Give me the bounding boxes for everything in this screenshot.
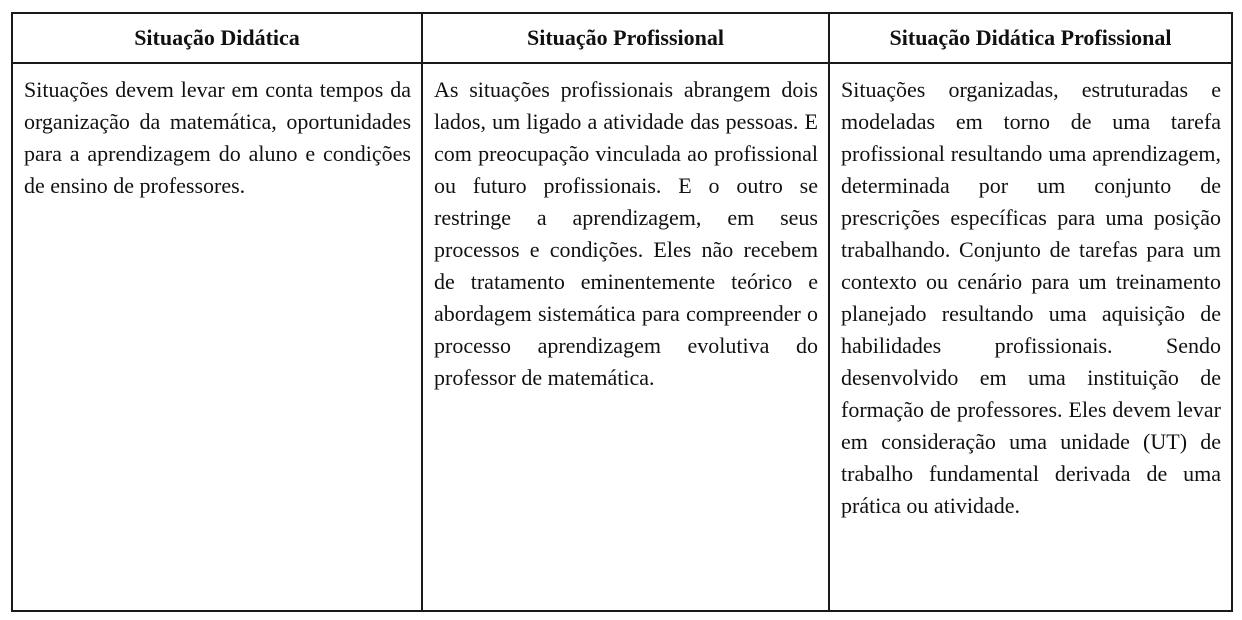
header-situacao-didatica-profissional: Situação Didática Profissional bbox=[829, 13, 1232, 63]
header-row bbox=[12, 13, 1232, 63]
cell-situacao-didatica-profissional bbox=[829, 63, 1232, 611]
cell-situacao-profissional bbox=[422, 63, 829, 611]
header-situacao-didatica: Situação Didática bbox=[12, 13, 422, 63]
cell-text-situacao-didatica-profissional: Situações organizadas, estruturadas e modeladas em torno de uma tarefa profissional resultando uma aprendizagem, determinada por um conjunto de prescrições específicas para uma posição trabalhando. Conjunto de tarefas para um contexto ou cenário para um treinamento planejado resultando uma aquisição de habilidades profissionais. Sendo desenvolvido em uma instituição de formação de professores. Eles devem levar em consideração uma unidade (UT) de trabalho fundamental derivada de uma prática ou atividade. bbox=[841, 77, 1221, 518]
header-situacao-profissional: Situação Profissional bbox=[422, 13, 829, 63]
comparison-table bbox=[11, 12, 1233, 612]
cell-text-situacao-didatica: Situações devem levar em conta tempos da organização da matemática, oportunidades para a aprendizagem do aluno e condições de ensino de professores. bbox=[24, 77, 411, 198]
cell-situacao-didatica bbox=[12, 63, 422, 611]
table-row bbox=[12, 63, 1232, 611]
cell-text-situacao-profissional: As situações profissionais abrangem dois lados, um ligado a atividade das pessoas. E com preocupação vinculada ao profissional ou futuro profissionais. E o outro se restringe a aprendizagem, em seus processos e condições. Eles não recebem de tratamento eminentemente teórico e abordagem sistemática para compreender o processo aprendizagem evolutiva do professor de matemática. bbox=[434, 77, 818, 390]
